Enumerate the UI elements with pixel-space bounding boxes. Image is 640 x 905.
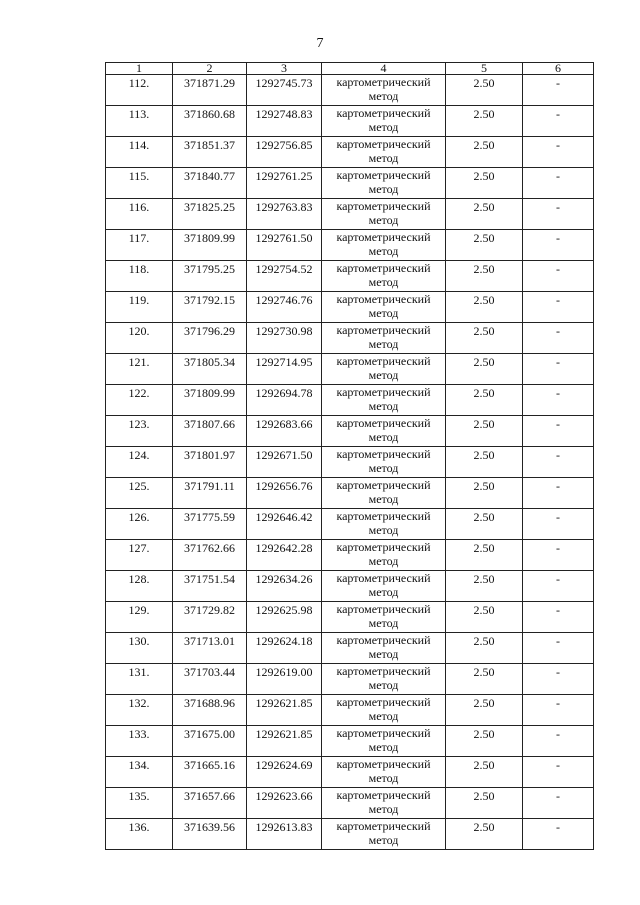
accuracy-cell: 2.50	[446, 509, 523, 540]
page-number: 7	[316, 36, 324, 51]
method-cell	[322, 509, 446, 540]
coordinate-y-cell: 1292671.50	[247, 447, 322, 478]
point-number-cell: 136.	[106, 819, 173, 850]
method-cell	[322, 664, 446, 695]
coordinate-y-cell: 1292756.85	[247, 137, 322, 168]
method-line-1: картометрический	[336, 633, 431, 647]
point-number-cell: 123.	[106, 416, 173, 447]
method-line-1: картометрический	[336, 385, 431, 399]
note-cell: -	[523, 168, 594, 199]
method-line-2: метод	[368, 647, 399, 661]
point-number-cell: 118.	[106, 261, 173, 292]
method-line-1: картометрический	[336, 230, 431, 244]
method-line-1: картометрический	[336, 478, 431, 492]
coordinate-x-cell: 371801.97	[173, 447, 247, 478]
accuracy-cell: 2.50	[446, 323, 523, 354]
coordinate-x-cell: 371688.96	[173, 695, 247, 726]
method-cell	[322, 478, 446, 509]
coordinate-y-cell: 1292642.28	[247, 540, 322, 571]
method-line-2: метод	[368, 616, 399, 630]
table-row	[106, 75, 594, 106]
point-number-cell: 128.	[106, 571, 173, 602]
method-line-1: картометрический	[336, 602, 431, 616]
coordinate-x-cell: 371791.11	[173, 478, 247, 509]
accuracy-cell: 2.50	[446, 261, 523, 292]
table-row	[106, 292, 594, 323]
method-cell	[322, 633, 446, 664]
accuracy-cell: 2.50	[446, 199, 523, 230]
method-line-2: метод	[368, 833, 399, 847]
accuracy-cell: 2.50	[446, 664, 523, 695]
method-line-1: картометрический	[336, 137, 431, 151]
note-cell: -	[523, 633, 594, 664]
method-line-2: метод	[368, 554, 399, 568]
method-line-2: метод	[368, 399, 399, 413]
coordinate-x-cell: 371805.34	[173, 354, 247, 385]
note-cell: -	[523, 354, 594, 385]
coordinate-y-cell: 1292748.83	[247, 106, 322, 137]
note-cell: -	[523, 323, 594, 354]
accuracy-cell: 2.50	[446, 602, 523, 633]
method-line-1: картометрический	[336, 695, 431, 709]
method-cell	[322, 261, 446, 292]
table-row	[106, 106, 594, 137]
coordinate-x-cell: 371795.25	[173, 261, 247, 292]
note-cell: -	[523, 385, 594, 416]
method-cell	[322, 199, 446, 230]
accuracy-cell: 2.50	[446, 478, 523, 509]
coordinate-y-cell: 1292754.52	[247, 261, 322, 292]
method-line-1: картометрический	[336, 168, 431, 182]
method-line-2: метод	[368, 151, 399, 165]
table-row	[106, 323, 594, 354]
point-number-cell: 130.	[106, 633, 173, 664]
coordinate-x-cell: 371675.00	[173, 726, 247, 757]
point-number-cell: 135.	[106, 788, 173, 819]
point-number-cell: 120.	[106, 323, 173, 354]
point-number-cell: 126.	[106, 509, 173, 540]
table-row	[106, 261, 594, 292]
method-cell	[322, 292, 446, 323]
method-line-2: метод	[368, 461, 399, 475]
coordinate-x-cell: 371703.44	[173, 664, 247, 695]
method-cell	[322, 788, 446, 819]
method-line-1: картометрический	[336, 199, 431, 213]
coordinate-x-cell: 371751.54	[173, 571, 247, 602]
column-header-6: 6	[523, 63, 594, 75]
method-cell	[322, 230, 446, 261]
coordinate-x-cell: 371639.56	[173, 819, 247, 850]
note-cell: -	[523, 726, 594, 757]
coordinate-x-cell: 371762.66	[173, 540, 247, 571]
method-cell	[322, 757, 446, 788]
table-row	[106, 757, 594, 788]
accuracy-cell: 2.50	[446, 416, 523, 447]
coordinate-x-cell: 371825.25	[173, 199, 247, 230]
coordinate-y-cell: 1292634.26	[247, 571, 322, 602]
coordinate-y-cell: 1292623.66	[247, 788, 322, 819]
table-row	[106, 416, 594, 447]
point-number-cell: 113.	[106, 106, 173, 137]
note-cell: -	[523, 540, 594, 571]
note-cell: -	[523, 788, 594, 819]
point-number-cell: 134.	[106, 757, 173, 788]
accuracy-cell: 2.50	[446, 726, 523, 757]
table-row	[106, 788, 594, 819]
coordinate-x-cell: 371809.99	[173, 385, 247, 416]
coordinate-y-cell: 1292683.66	[247, 416, 322, 447]
note-cell: -	[523, 602, 594, 633]
note-cell: -	[523, 75, 594, 106]
point-number-cell: 115.	[106, 168, 173, 199]
note-cell: -	[523, 478, 594, 509]
coordinate-x-cell: 371796.29	[173, 323, 247, 354]
note-cell: -	[523, 137, 594, 168]
method-cell	[322, 137, 446, 168]
coordinate-y-cell: 1292624.18	[247, 633, 322, 664]
method-cell	[322, 323, 446, 354]
table-row	[106, 168, 594, 199]
method-cell	[322, 168, 446, 199]
note-cell: -	[523, 664, 594, 695]
coordinate-x-cell: 371871.29	[173, 75, 247, 106]
point-number-cell: 119.	[106, 292, 173, 323]
coordinate-x-cell: 371809.99	[173, 230, 247, 261]
point-number-cell: 122.	[106, 385, 173, 416]
coordinate-x-cell: 371860.68	[173, 106, 247, 137]
column-header-2: 2	[173, 63, 247, 75]
method-cell	[322, 819, 446, 850]
coordinate-x-cell: 371665.16	[173, 757, 247, 788]
coordinate-x-cell: 371713.01	[173, 633, 247, 664]
method-cell	[322, 726, 446, 757]
note-cell: -	[523, 571, 594, 602]
table-row	[106, 230, 594, 261]
note-cell: -	[523, 106, 594, 137]
accuracy-cell: 2.50	[446, 75, 523, 106]
table-row	[106, 478, 594, 509]
method-cell	[322, 695, 446, 726]
method-line-1: картометрический	[336, 664, 431, 678]
method-line-2: метод	[368, 368, 399, 382]
coordinate-x-cell: 371807.66	[173, 416, 247, 447]
point-number-cell: 112.	[106, 75, 173, 106]
table-row	[106, 354, 594, 385]
coordinate-y-cell: 1292745.73	[247, 75, 322, 106]
coordinate-y-cell: 1292624.69	[247, 757, 322, 788]
method-line-2: метод	[368, 523, 399, 537]
method-cell	[322, 106, 446, 137]
method-line-1: картометрический	[336, 819, 431, 833]
method-line-1: картометрический	[336, 788, 431, 802]
point-number-cell: 124.	[106, 447, 173, 478]
method-cell	[322, 416, 446, 447]
column-header-4: 4	[322, 63, 446, 75]
point-number-cell: 133.	[106, 726, 173, 757]
point-number-cell: 132.	[106, 695, 173, 726]
method-line-1: картометрический	[336, 292, 431, 306]
coordinates-table	[105, 62, 594, 850]
method-line-1: картометрический	[336, 323, 431, 337]
note-cell: -	[523, 695, 594, 726]
method-line-1: картометрический	[336, 416, 431, 430]
table-header-row	[106, 63, 594, 75]
method-line-2: метод	[368, 740, 399, 754]
accuracy-cell: 2.50	[446, 695, 523, 726]
coordinate-x-cell: 371851.37	[173, 137, 247, 168]
note-cell: -	[523, 230, 594, 261]
point-number-cell: 127.	[106, 540, 173, 571]
method-line-2: метод	[368, 120, 399, 134]
accuracy-cell: 2.50	[446, 757, 523, 788]
coordinate-y-cell: 1292761.25	[247, 168, 322, 199]
point-number-cell: 131.	[106, 664, 173, 695]
coordinate-y-cell: 1292730.98	[247, 323, 322, 354]
table-row	[106, 633, 594, 664]
method-line-2: метод	[368, 585, 399, 599]
method-line-2: метод	[368, 244, 399, 258]
method-line-2: метод	[368, 802, 399, 816]
accuracy-cell: 2.50	[446, 137, 523, 168]
method-line-2: метод	[368, 430, 399, 444]
method-cell	[322, 75, 446, 106]
point-number-cell: 116.	[106, 199, 173, 230]
accuracy-cell: 2.50	[446, 788, 523, 819]
method-line-2: метод	[368, 213, 399, 227]
table-row	[106, 819, 594, 850]
point-number-cell: 129.	[106, 602, 173, 633]
method-cell	[322, 540, 446, 571]
column-header-1: 1	[106, 63, 173, 75]
accuracy-cell: 2.50	[446, 385, 523, 416]
note-cell: -	[523, 819, 594, 850]
coordinate-y-cell: 1292613.83	[247, 819, 322, 850]
coordinate-y-cell: 1292656.76	[247, 478, 322, 509]
table-row	[106, 447, 594, 478]
method-line-1: картометрический	[336, 571, 431, 585]
note-cell: -	[523, 757, 594, 788]
coordinate-y-cell: 1292763.83	[247, 199, 322, 230]
method-line-1: картометрический	[336, 757, 431, 771]
note-cell: -	[523, 447, 594, 478]
accuracy-cell: 2.50	[446, 633, 523, 664]
accuracy-cell: 2.50	[446, 540, 523, 571]
note-cell: -	[523, 509, 594, 540]
coordinate-y-cell: 1292646.42	[247, 509, 322, 540]
table-row	[106, 540, 594, 571]
column-header-5: 5	[446, 63, 523, 75]
coordinate-y-cell: 1292619.00	[247, 664, 322, 695]
coordinate-y-cell: 1292621.85	[247, 695, 322, 726]
coordinate-y-cell: 1292625.98	[247, 602, 322, 633]
point-number-cell: 117.	[106, 230, 173, 261]
table-row	[106, 695, 594, 726]
method-line-2: метод	[368, 678, 399, 692]
method-line-1: картометрический	[336, 447, 431, 461]
method-cell	[322, 385, 446, 416]
point-number-cell: 125.	[106, 478, 173, 509]
method-cell	[322, 602, 446, 633]
table-body	[106, 75, 594, 850]
note-cell: -	[523, 292, 594, 323]
coordinate-x-cell: 371792.15	[173, 292, 247, 323]
point-number-cell: 114.	[106, 137, 173, 168]
method-line-1: картометрический	[336, 106, 431, 120]
method-cell	[322, 354, 446, 385]
method-line-1: картометрический	[336, 540, 431, 554]
method-line-1: картометрический	[336, 354, 431, 368]
method-line-2: метод	[368, 492, 399, 506]
method-line-2: метод	[368, 182, 399, 196]
method-line-2: метод	[368, 709, 399, 723]
table-row	[106, 571, 594, 602]
method-line-2: метод	[368, 89, 399, 103]
method-line-1: картометрический	[336, 726, 431, 740]
note-cell: -	[523, 416, 594, 447]
note-cell: -	[523, 199, 594, 230]
method-line-1: картометрический	[336, 509, 431, 523]
coordinate-x-cell: 371840.77	[173, 168, 247, 199]
coordinate-y-cell: 1292746.76	[247, 292, 322, 323]
accuracy-cell: 2.50	[446, 230, 523, 261]
table-row	[106, 199, 594, 230]
method-line-2: метод	[368, 306, 399, 320]
method-line-2: метод	[368, 337, 399, 351]
coordinate-y-cell: 1292761.50	[247, 230, 322, 261]
column-header-3: 3	[247, 63, 322, 75]
coordinate-y-cell: 1292714.95	[247, 354, 322, 385]
method-line-2: метод	[368, 275, 399, 289]
table-row	[106, 509, 594, 540]
coordinate-x-cell: 371657.66	[173, 788, 247, 819]
table-row	[106, 664, 594, 695]
accuracy-cell: 2.50	[446, 447, 523, 478]
coordinate-x-cell: 371729.82	[173, 602, 247, 633]
method-line-1: картометрический	[336, 261, 431, 275]
method-cell	[322, 571, 446, 602]
accuracy-cell: 2.50	[446, 354, 523, 385]
accuracy-cell: 2.50	[446, 106, 523, 137]
table-row	[106, 137, 594, 168]
table-row	[106, 602, 594, 633]
table-row	[106, 385, 594, 416]
coordinate-y-cell: 1292621.85	[247, 726, 322, 757]
accuracy-cell: 2.50	[446, 168, 523, 199]
note-cell: -	[523, 261, 594, 292]
coordinate-x-cell: 371775.59	[173, 509, 247, 540]
method-line-2: метод	[368, 771, 399, 785]
coordinate-y-cell: 1292694.78	[247, 385, 322, 416]
accuracy-cell: 2.50	[446, 292, 523, 323]
method-line-1: картометрический	[336, 75, 431, 89]
point-number-cell: 121.	[106, 354, 173, 385]
method-cell	[322, 447, 446, 478]
accuracy-cell: 2.50	[446, 819, 523, 850]
accuracy-cell: 2.50	[446, 571, 523, 602]
table-row	[106, 726, 594, 757]
